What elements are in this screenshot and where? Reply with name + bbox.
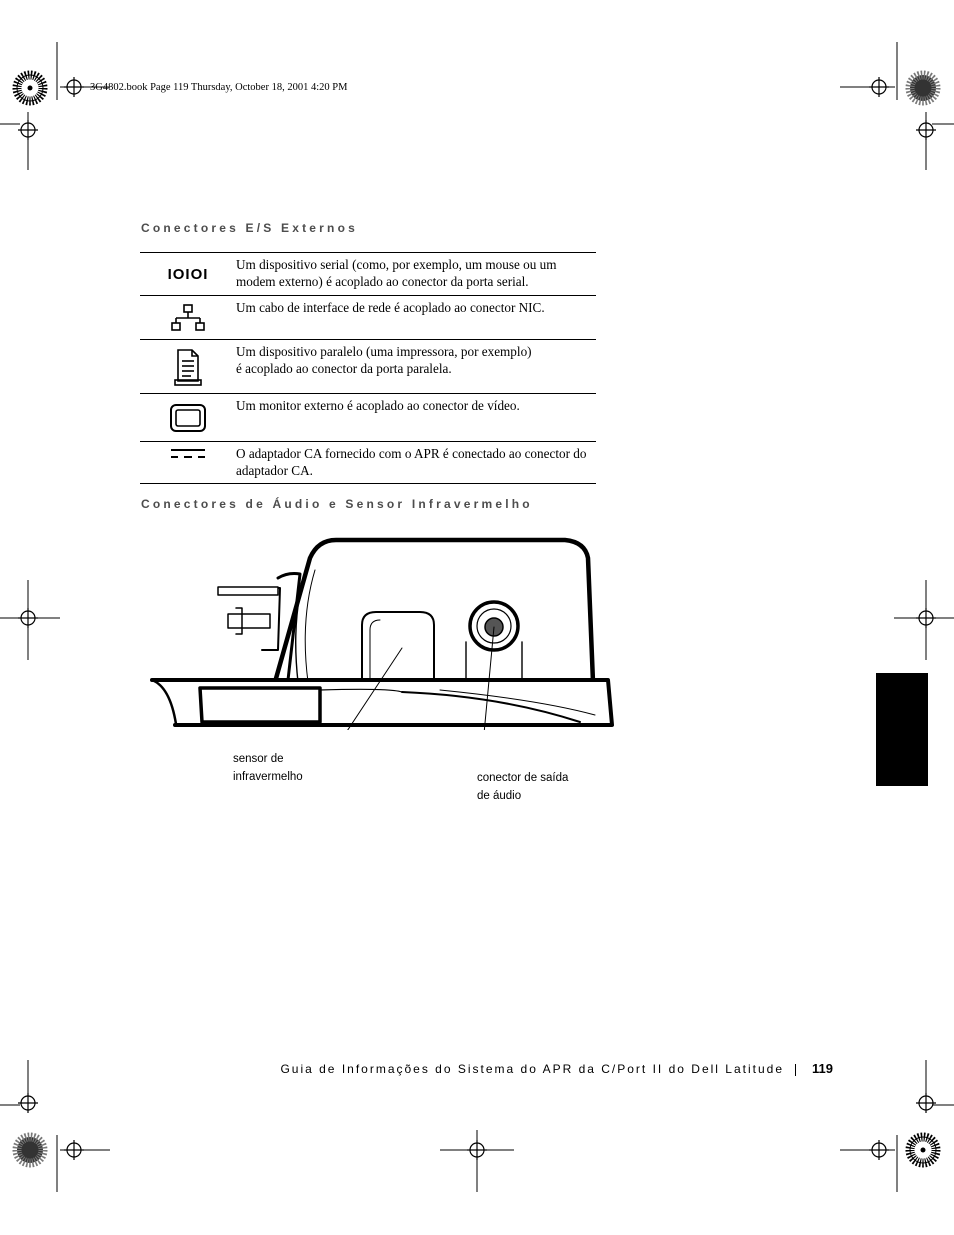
connector-description: O adaptador CA fornecido com o APR é conectado ao conector do adaptador CA.	[236, 446, 587, 478]
callout-infrared-sensor: sensor de infravermelho	[233, 753, 303, 783]
monitor-icon	[166, 394, 210, 441]
callout-audio-out: conector de saída de áudio	[477, 772, 569, 802]
print-slug: 3G4802.book Page 119 Thursday, October 18, 2001 4:20 PM	[90, 82, 348, 93]
connectors-table	[140, 252, 596, 484]
footer-separator	[795, 1064, 796, 1076]
connector-description: Um dispositivo serial (como, por exemplo, um mouse ou um modem externo) é acoplado ao conector da porta serial.	[236, 257, 557, 289]
dc-power-icon	[166, 442, 210, 487]
table-row	[140, 253, 596, 296]
connector-description: Um dispositivo paralelo (uma impressora, por exemplo) é acoplado ao conector da porta paralela.	[236, 344, 532, 376]
section-heading-io: Conectores E/S Externos	[141, 221, 358, 235]
section-heading-audio: Conectores de Áudio e Sensor Infravermelho	[141, 497, 533, 511]
network-icon	[166, 296, 210, 339]
serial-port-icon	[166, 253, 210, 295]
footer-title: Guia de Informações do Sistema do APR da C/Port II do Dell Latitude	[280, 1062, 784, 1076]
table-row	[140, 296, 596, 340]
table-row	[140, 394, 596, 442]
parallel-printer-icon	[166, 340, 210, 393]
apr-side-illustration	[140, 530, 620, 730]
table-row	[140, 442, 596, 484]
chapter-thumb-tab	[876, 673, 928, 786]
serial-port-glyph: IOIOI	[167, 265, 209, 283]
connector-description: Um monitor externo é acoplado ao conector de vídeo.	[236, 398, 520, 413]
table-row	[140, 340, 596, 394]
connector-description: Um cabo de interface de rede é acoplado ao conector NIC.	[236, 300, 545, 315]
page-number: 119	[812, 1061, 833, 1076]
